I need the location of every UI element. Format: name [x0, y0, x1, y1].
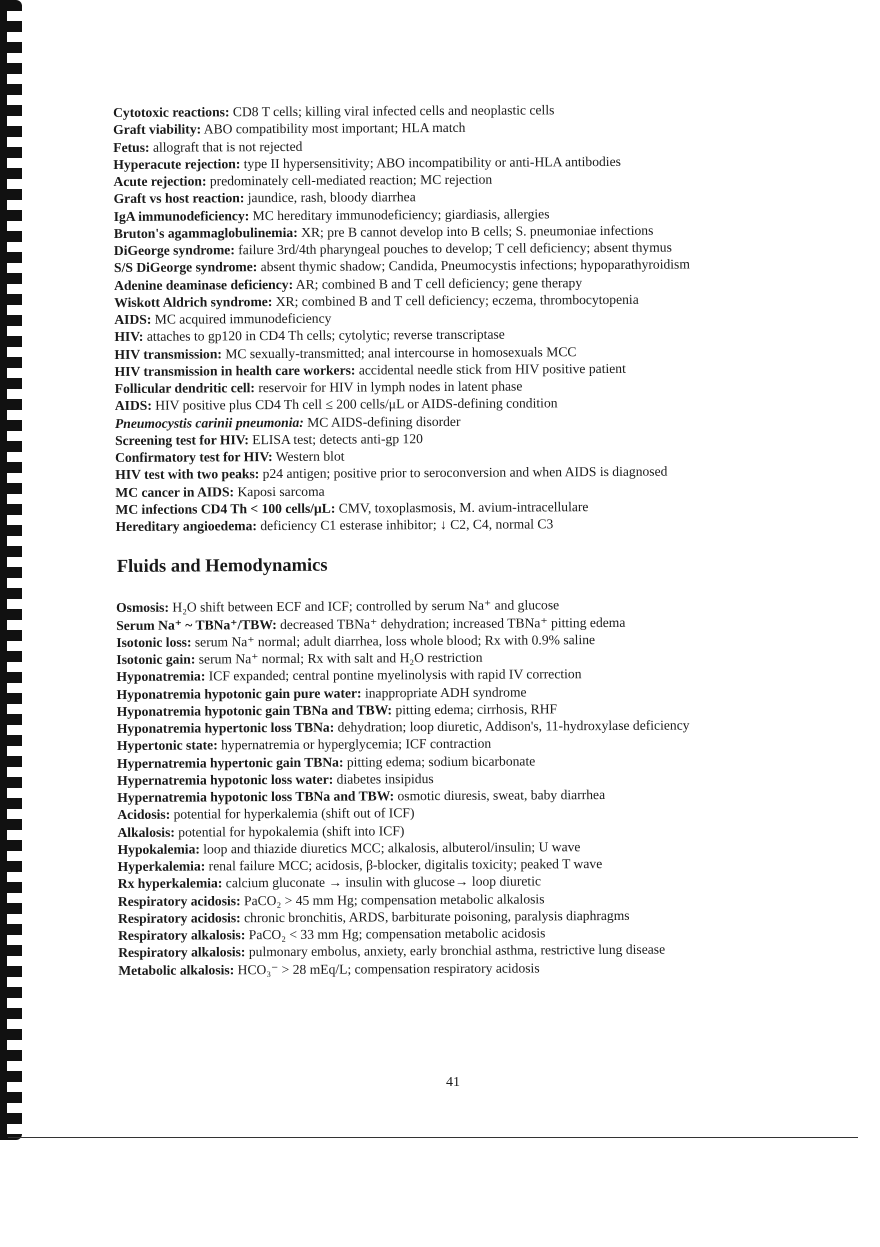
entry-term: Follicular dendritic cell: [114, 380, 255, 396]
entry-line [116, 514, 816, 536]
entry-description: CD8 T cells; killing viral infected cells and neoplastic cells [229, 102, 555, 120]
entry-description: serum Na⁺ normal; adult diarrhea, loss whole blood; Rx with 0.9% saline [191, 631, 596, 650]
entry-term: Respiratory alkalosis: [118, 944, 246, 961]
entry-description: ABO compatibility most important; HLA match [201, 120, 466, 137]
immunology-section [113, 100, 816, 536]
entry-description: XR; pre B cannot develop into B cells; S. pneumoniae infections [297, 222, 654, 240]
page-bottom-rule [8, 1137, 858, 1138]
entry-description: Kaposi sarcoma [234, 483, 325, 499]
entry-description: ICF expanded; central pontine myelinolysis with rapid IV correction [205, 666, 582, 684]
entry-term: MC infections CD4 Th < 100 cells/μL: [115, 500, 336, 517]
entry-description: jaundice, rash, bloody diarrhea [244, 189, 416, 206]
entry-term: Hyperkalemia: [117, 858, 206, 874]
entry-term: HIV test with two peaks: [115, 466, 260, 483]
entry-description: allograft that is not rejected [149, 138, 303, 155]
entry-description: pitting edema; sodium bicarbonate [343, 752, 536, 770]
entry-description: calcium gluconate → insulin with glucose→ loop diuretic [222, 873, 542, 891]
entry-term: Isotonic loss: [116, 634, 192, 650]
entry-term: Hyponatremia hypotonic gain TBNa and TBW: [116, 702, 393, 719]
entry-term: Graft viability: [113, 121, 202, 138]
entry-term: Hypernatremia hypertonic gain TBNa: [116, 754, 344, 771]
entry-term: Hypernatremia hypotonic loss water: [117, 771, 334, 788]
entry-description: deficiency C1 esterase inhibitor; ↓ C2, C4, normal C3 [256, 516, 554, 534]
entry-description: hypernatremia or hyperglycemia; ICF contraction [217, 735, 492, 753]
entry-description: decreased TBNa⁺ dehydration; increased TBNa⁺ pitting edema [276, 614, 626, 632]
entry-description: Western blot [272, 448, 345, 465]
entry-description: osmotic diuresis, sweat, baby diarrhea [394, 787, 606, 804]
entry-term: Respiratory acidosis: [117, 909, 241, 926]
page-number: 41 [446, 1075, 460, 1090]
entry-description: PaCO₂ < 33 mm Hg; compensation metabolic acidosis [245, 925, 546, 943]
entry-description: absent thymic shadow; Candida, Pneumocystis infections; hypoparathyroidism [257, 256, 690, 275]
entry-term: Metabolic alkalosis: [118, 961, 235, 978]
entry-term: Hyponatremia hypotonic gain pure water: [116, 684, 362, 702]
entry-term: Respiratory alkalosis: [118, 927, 246, 943]
entry-description: attaches to gp120 in CD4 Th cells; cytolytic; reverse transcriptase [143, 326, 505, 345]
fluids-section [116, 595, 818, 979]
entry-description: diabetes insipidus [333, 770, 434, 787]
entry-term: HIV transmission: [114, 345, 222, 362]
entry-description: inappropriate ADH syndrome [361, 683, 527, 700]
entry-term: Screening test for HIV: [115, 431, 249, 448]
entry-term: AIDS: [114, 311, 152, 327]
entry-term: Wiskott Aldrich syndrome: [114, 293, 273, 310]
entry-description: serum Na⁺ normal; Rx with salt and H₂O restriction [195, 649, 483, 667]
entry-description: HCO₃⁻ > 28 mEq/L; compensation respiratory acidosis [234, 959, 540, 977]
entry-description: predominately cell-mediated reaction; MC rejection [206, 171, 493, 189]
entry-term: Hyponatremia hypertonic loss TBNa: [116, 719, 335, 736]
binding-spine [0, 0, 7, 1140]
entry-description: pulmonary embolus, anxiety, early bronchial asthma, restrictive lung disease [245, 941, 666, 960]
entry-term: Serum Na⁺ ~ TBNa⁺/TBW: [116, 616, 277, 633]
entry-description: CMV, toxoplasmosis, M. avium-intracellulare [335, 498, 589, 516]
entry-term: AIDS: [114, 398, 152, 414]
entry-term: Confirmatory test for HIV: [115, 449, 273, 465]
entry-term: Hyperacute rejection: [113, 155, 241, 172]
entry-description: XR; combined B and T cell deficiency; eczema, thrombocytopenia [272, 291, 639, 309]
entry-description: MC hereditary immunodeficiency; giardiasis, allergies [249, 205, 550, 223]
entry-description: type II hypersensitivity; ABO incompatibility or anti-HLA antibodies [240, 153, 621, 171]
entry-term: Alkalosis: [117, 824, 175, 840]
entry-term: Hypokalemia: [117, 841, 200, 857]
entry-description: chronic bronchitis, ARDS, barbiturate poisoning, paralysis diaphragms [240, 907, 630, 925]
entry-term: Hereditary angioedema: [115, 518, 257, 534]
entry-term: MC cancer in AIDS: [115, 483, 235, 500]
entry-description: potential for hyperkalemia (shift out of ICF) [170, 805, 415, 822]
entry-description: dehydration; loop diuretic, Addison's, 11-hydroxylase deficiency [334, 717, 690, 735]
entry-description: p24 antigen; positive prior to seroconversion and when AIDS is diagnosed [259, 463, 668, 482]
entry-description: MC AIDS-defining disorder [303, 413, 461, 430]
entry-description: ELISA test; detects anti-gp 120 [248, 430, 423, 447]
entry-term: HIV: [114, 329, 144, 345]
entry-description: MC sexually-transmitted; anal intercourse in homosexuals MCC [221, 343, 577, 361]
entry-term: HIV transmission in health care workers: [114, 362, 356, 379]
entry-description: renal failure MCC; acidosis, β-blocker, digitalis toxicity; peaked T wave [205, 856, 603, 874]
entry-term: Pneumocystis carinii pneumonia: [114, 414, 304, 431]
entry-description: accidental needle stick from HIV positive patient [355, 360, 626, 378]
entry-line [118, 957, 818, 979]
entry-description: AR; combined B and T cell deficiency; gene therapy [293, 274, 583, 292]
entry-term: Isotonic gain: [116, 651, 196, 667]
entry-description: PaCO₂ > 45 mm Hg; compensation metabolic alkalosis [240, 890, 545, 908]
entry-description: potential for hypokalemia (shift into ICF) [174, 822, 405, 840]
entry-term: Adenine deaminase deficiency: [114, 276, 294, 293]
entry-term: Cytotoxic reactions: [113, 104, 230, 120]
section-heading: Fluids and Hemodynamics [116, 555, 328, 578]
entry-term: Hyponatremia: [116, 668, 206, 685]
entry-term: DiGeorge syndrome: [113, 242, 235, 258]
entry-term: Hypertonic state: [116, 737, 218, 754]
entry-term: Hypernatremia hypotonic loss TBNa and TBW: [117, 788, 395, 805]
entry-description: reservoir for HIV in lymph nodes in latent phase [254, 378, 523, 396]
entry-term: S/S DiGeorge syndrome: [113, 259, 258, 276]
page-content [113, 100, 818, 979]
entry-term: Osmosis: [116, 599, 169, 616]
entry-description: failure 3rd/4th pharyngeal pouches to develop; T cell deficiency; absent thymus [234, 239, 672, 258]
entry-term: Graft vs host reaction: [113, 190, 245, 207]
entry-term: Bruton's agammaglobulinemia: [113, 224, 298, 241]
entry-term: Respiratory acidosis: [117, 892, 241, 909]
entry-description: HIV positive plus CD4 Th cell ≤ 200 cells/μL or AIDS-defining condition [151, 395, 558, 414]
entry-term: Acute rejection: [113, 173, 207, 189]
entry-description: pitting edema; cirrhosis, RHF [392, 701, 558, 718]
entry-term: IgA immunodeficiency: [113, 207, 250, 224]
entry-description: MC acquired immunodeficiency [151, 310, 332, 327]
entry-description: loop and thiazide diuretics MCC; alkalosis, albuterol/insulin; U wave [199, 838, 581, 857]
entry-term: Rx hyperkalemia: [117, 875, 223, 892]
entry-term: Fetus: [113, 139, 150, 155]
entry-term: Acidosis: [117, 806, 171, 823]
entry-description: H₂O shift between ECF and ICF; controlled by serum Na⁺ and glucose [168, 597, 560, 615]
